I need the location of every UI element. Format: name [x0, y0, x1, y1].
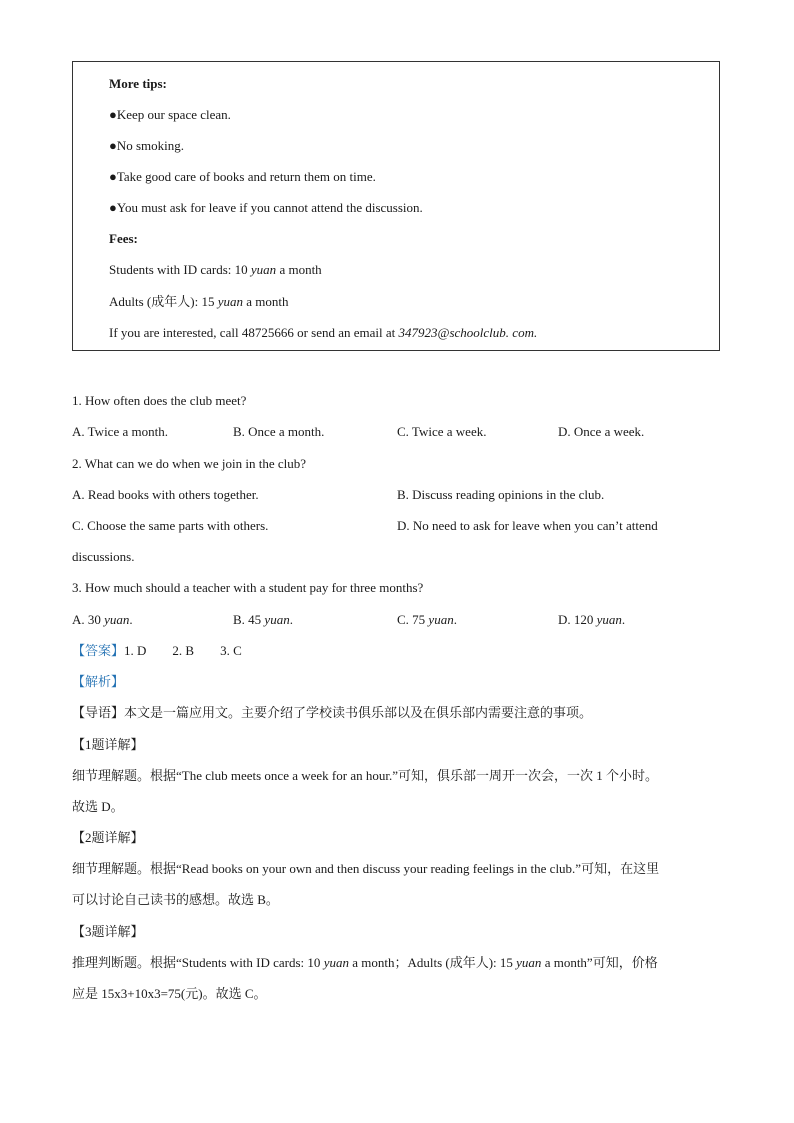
tip-item: ●You must ask for leave if you cannot attend the discussion. [109, 200, 423, 215]
tips-box [72, 61, 720, 351]
analysis-label: 【解析】 [72, 674, 125, 689]
detail-3-line-2: 应是 15x3+10x3=75(元)。故选 C。 [72, 986, 267, 1001]
q1-option-a: A. Twice a month. [72, 424, 168, 439]
tip-item: ●Take good care of books and return them on time. [109, 169, 376, 184]
question-1-stem: 1. How often does the club meet? [72, 393, 247, 408]
q3-option-b: B. 45 yuan. [233, 612, 293, 627]
q3-option-c: C. 75 yuan. [397, 612, 457, 627]
answer-label: 【答案】 [72, 643, 125, 658]
tip-item: ●No smoking. [109, 138, 185, 153]
detail-3-label: 【3题详解】 [72, 924, 144, 939]
detail-1-label: 【1题详解】 [72, 737, 144, 752]
detail-3-line-1: 推理判断题。根据“Students with ID cards: 10 yuan a month；Adults (成年人): 15 yuan a month”可知，价格 [72, 955, 658, 970]
answer-line: 【答案】1. D 2. B 3. C [72, 643, 242, 658]
detail-1-line-2: 故选 D。 [72, 799, 124, 814]
detail-2-line-2: 可以讨论自己读书的感想。故选 B。 [72, 892, 279, 907]
q1-option-b: B. Once a month. [233, 424, 325, 439]
more-tips-heading: More tips: [109, 76, 167, 91]
q2-option-b: B. Discuss reading opinions in the club. [397, 487, 605, 502]
question-2-stem: 2. What can we do when we join in the club? [72, 456, 307, 471]
contact-email: 347923@schoolclub. com. [398, 325, 538, 340]
contact-line: If you are interested, call 48725666 or send an email at 347923@schoolclub. com. [109, 325, 538, 340]
q2-option-c: C. Choose the same parts with others. [72, 518, 269, 533]
q2-option-d-continued: discussions. [72, 549, 135, 564]
fees-heading: Fees: [109, 231, 138, 246]
fee-students: Students with ID cards: 10 yuan a month [109, 262, 322, 277]
q3-option-a: A. 30 yuan. [72, 612, 133, 627]
q3-option-d: D. 120 yuan. [558, 612, 626, 627]
detail-2-line-1: 细节理解题。根据“Read books on your own and then discuss your reading feelings in the club.”可知，在这里 [72, 861, 660, 876]
q2-option-d: D. No need to ask for leave when you can’t attend [397, 518, 658, 533]
question-3-stem: 3. How much should a teacher with a student pay for three months? [72, 580, 424, 595]
intro-line: 【导语】本文是一篇应用文。主要介绍了学校读书俱乐部以及在俱乐部内需要注意的事项。 [72, 705, 593, 720]
q1-option-d: D. Once a week. [558, 424, 645, 439]
detail-1-line-1: 细节理解题。根据“The club meets once a week for an hour.”可知，俱乐部一周开一次会，一次 1 个小时。 [72, 768, 658, 783]
fee-adults: Adults (成年人): 15 yuan a month [109, 294, 289, 309]
q1-option-c: C. Twice a week. [397, 424, 487, 439]
tip-item: ●Keep our space clean. [109, 107, 231, 122]
detail-2-label: 【2题详解】 [72, 830, 144, 845]
q2-option-a: A. Read books with others together. [72, 487, 259, 502]
